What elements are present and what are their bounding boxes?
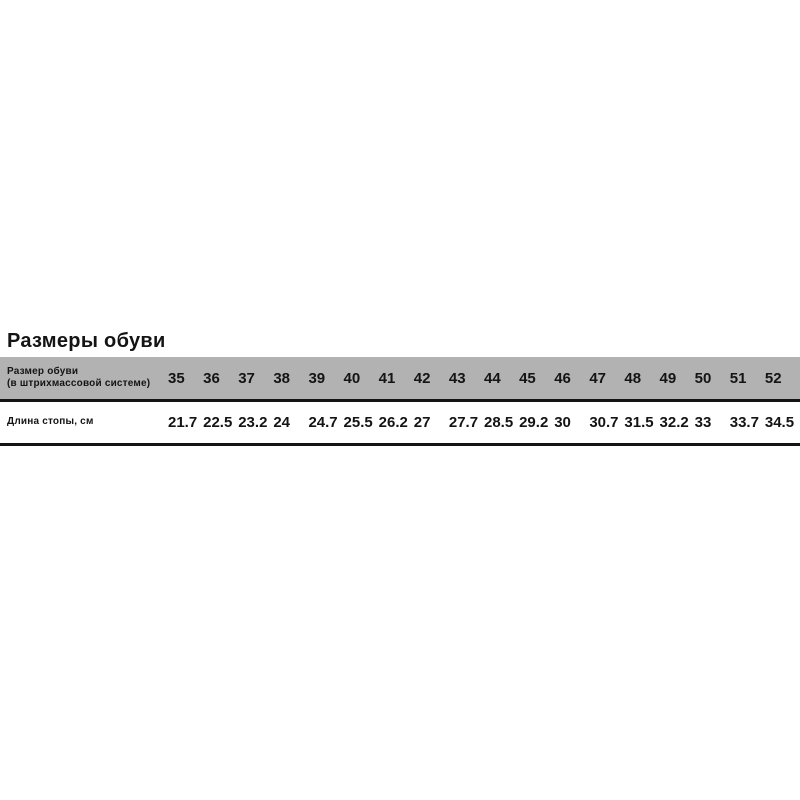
length-cell: 31.5 bbox=[624, 414, 654, 431]
length-cell: 33 bbox=[694, 414, 712, 431]
length-cell: 24.7 bbox=[308, 414, 338, 431]
length-cell: 25.5 bbox=[343, 414, 373, 431]
length-cell: 34.5 bbox=[764, 414, 795, 431]
size-cell: 52 bbox=[764, 369, 782, 387]
table-data-row bbox=[0, 402, 800, 446]
length-cell: 30 bbox=[554, 414, 571, 431]
length-cell: 26.2 bbox=[378, 414, 408, 431]
size-cell: 42 bbox=[413, 369, 431, 387]
length-cell: 22.5 bbox=[203, 414, 233, 431]
size-cell: 49 bbox=[659, 369, 677, 387]
size-cell: 38 bbox=[273, 369, 291, 387]
size-cell: 43 bbox=[448, 369, 466, 387]
length-cell: 27 bbox=[413, 414, 431, 431]
size-cell: 37 bbox=[238, 369, 255, 387]
length-cell: 24 bbox=[273, 414, 291, 431]
size-cell: 48 bbox=[624, 369, 642, 387]
header-label-line1: Размер обуви bbox=[7, 365, 79, 377]
size-cell: 35 bbox=[168, 369, 185, 387]
size-cell: 51 bbox=[729, 369, 747, 387]
row-label-cell bbox=[0, 416, 168, 429]
length-cell: 23.2 bbox=[238, 414, 268, 431]
size-cell: 50 bbox=[694, 369, 712, 387]
header-label-cell bbox=[0, 366, 168, 391]
length-cell: 32.2 bbox=[659, 414, 689, 431]
length-cell: 33.7 bbox=[729, 414, 759, 431]
length-cell: 29.2 bbox=[519, 414, 549, 431]
size-cell: 40 bbox=[343, 369, 361, 387]
length-cell: 28.5 bbox=[483, 414, 514, 431]
size-cell: 46 bbox=[554, 369, 571, 387]
page-title: Размеры обуви bbox=[7, 330, 166, 352]
size-cell: 41 bbox=[378, 369, 396, 387]
size-cell: 44 bbox=[483, 369, 501, 387]
header-label-line2: (в штрихмассовой системе) bbox=[7, 378, 151, 389]
row-label: Длина стопы, см bbox=[7, 416, 94, 428]
size-cell: 47 bbox=[589, 369, 606, 387]
size-cell: 39 bbox=[308, 369, 326, 387]
length-cell: 27.7 bbox=[448, 414, 479, 431]
size-cell: 45 bbox=[519, 369, 536, 387]
table-header-row bbox=[0, 357, 800, 402]
length-cell: 21.7 bbox=[168, 414, 198, 431]
length-cell: 30.7 bbox=[589, 414, 619, 431]
size-cell: 36 bbox=[203, 369, 220, 387]
